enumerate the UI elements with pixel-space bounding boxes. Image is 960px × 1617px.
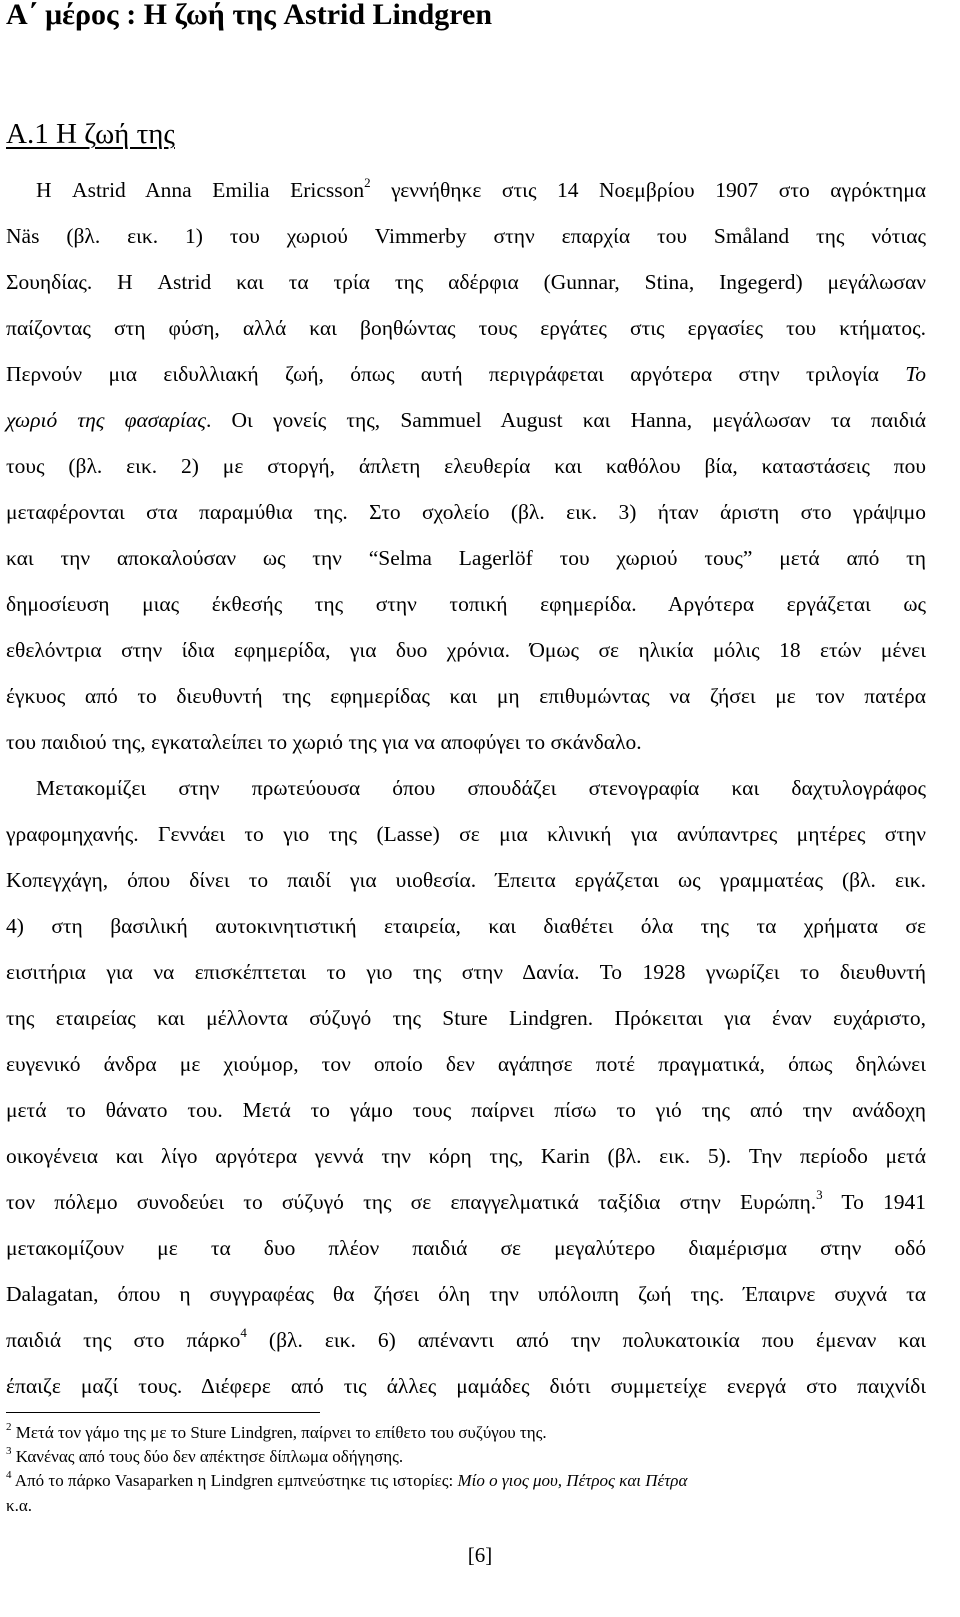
footnote-separator	[6, 1412, 320, 1413]
body-line: Dalagatan, όπου η συγγραφέας θα ζήσει όλη την υπόλοιπη ζωή της. Έπαιρνε συχνά τα	[6, 1282, 926, 1306]
footnote-2: $^2$ Μετά τον γάμο της με το Sture Lindgren, παίρνει το επίθετο του συζύγου της.	[6, 1421, 547, 1442]
body-line: γραφομηχανής. Γεννάει το γιο της (Lasse) σε μια κλινική για ανύπαντρες μητέρες στην	[6, 822, 926, 846]
body-line: οικογένεια και λίγο αργότερα γεννά την κόρη της, Karin (βλ. εικ. 5). Την περίοδο μετά	[6, 1144, 926, 1168]
footnote-ref: 2	[364, 175, 371, 190]
body-line: παίζοντας στη φύση, αλλά και βοηθώντας τους εργάτες στις εργασίες του κτήματος.	[6, 316, 926, 340]
body-line: Näs (βλ. εικ. 1) του χωριού Vimmerby στην επαρχία του Småland της νότιας	[6, 224, 926, 248]
body-line: δημοσίευση μιας έκθεσής της στην τοπική εφημερίδα. Αργότερα εργάζεται ως	[6, 592, 926, 616]
body-line: τον πόλεμο συνοδεύει το σύζυγό της σε επαγγελματικά ταξίδια στην Ευρώπη.$^3$ Το 1941	[6, 1187, 926, 1214]
footnote-ref: 4	[240, 1325, 247, 1340]
section-title: Α.1 Η ζωή της	[6, 118, 175, 150]
body-line: τους (βλ. εικ. 2) με στοργή, άπλετη ελευθερία και καθόλου βία, καταστάσεις που	[6, 454, 926, 478]
chapter-title: Α΄ μέρος : Η ζωή της Astrid Lindgren	[6, 0, 493, 31]
body-line: παιδιά της στο πάρκο$^4$ (βλ. εικ. 6) απέναντι από την πολυκατοικία που έμεναν και	[6, 1325, 926, 1352]
body-line: Κοπεγχάγη, όπου δίνει το παιδί για υιοθεσία. Έπειτα εργάζεται ως γραμματέας (βλ. εικ.	[6, 868, 926, 892]
footnote-3: $^3$ Κανένας από τους δύο δεν απέκτησε δίπλωμα οδήγησης.	[6, 1445, 404, 1466]
body-line: εισιτήρια για να επισκέπτεται το γιο της στην Δανία. Το 1928 γνωρίζει το διευθυντή	[6, 960, 926, 984]
body-line: Η Astrid Anna Emilia Ericsson$^2$ γεννήθηκε στις 14 Νοεμβρίου 1907 στο αγρόκτημα	[36, 175, 926, 202]
page-number: [6]	[467, 1543, 493, 1567]
footnote-4-continuation: κ.α.	[6, 1496, 32, 1515]
body-line: ευγενικό άνδρα με χιούμορ, τον οποίο δεν αγάπησε ποτέ πραγματικά, όπως δηλώνει	[6, 1052, 926, 1076]
body-line: μεταφέρονται στα παραμύθια της. Στο σχολείο (βλ. εικ. 3) ήταν άριστη στο γράψιμο	[6, 500, 926, 524]
body-line: έγκυος από το διευθυντή της εφημερίδας και μη επιθυμώντας να ζήσει με τον πατέρα	[6, 684, 926, 708]
body-line: έπαιζε μαζί τους. Διέφερε από τις άλλες μαμάδες διότι συμμετείχε ενεργά στο παιχνίδι	[6, 1374, 926, 1398]
body-line: 4) στη βασιλική αυτοκινητιστική εταιρεία, και διαθέτει όλα της τα χρήματα σε	[6, 914, 926, 938]
body-line: και την αποκαλούσαν ως την “Selma Lagerlöf του χωριού τους” μετά από τη	[6, 546, 926, 570]
footnote-4: $^4$ Από το πάρκο Vasaparken η Lindgren εμπνεύστηκε τις ιστορίες: Μίο ο γιος μου, Πέτρος και Πέτρα	[6, 1469, 688, 1490]
body-line: Περνούν μια ειδυλλιακή ζωή, όπως αυτή περιγράφεται αργότερα στην τριλογία Το	[6, 362, 926, 386]
footnote-ref: 3	[816, 1187, 823, 1202]
body-line: της εταιρείας και μέλλοντα σύζυγό της Sture Lindgren. Πρόκειται για έναν ευχάριστο,	[6, 1006, 926, 1030]
body-line: Σουηδίας. Η Astrid και τα τρία της αδέρφια (Gunnar, Stina, Ingegerd) μεγάλωσαν	[6, 270, 926, 294]
body-line: χωριό της φασαρίας. Οι γονείς της, Sammuel August και Hanna, μεγάλωσαν τα παιδιά	[6, 408, 926, 432]
body-line: Μετακομίζει στην πρωτεύουσα όπου σπουδάζει στενογραφία και δαχτυλογράφος	[36, 776, 926, 800]
body-line: μετακομίζουν με τα δυο πλέον παιδιά σε μεγαλύτερο διαμέρισμα στην οδό	[6, 1236, 926, 1260]
body-line: μετά το θάνατο του. Μετά το γάμο τους παίρνει πίσω το γιό της από την ανάδοχη	[6, 1098, 926, 1122]
body-line: του παιδιού της, εγκαταλείπει το χωριό της για να αποφύγει το σκάνδαλο.	[6, 730, 642, 754]
body-line: εθελόντρια στην ίδια εφημερίδα, για δυο χρόνια. Όμως σε ηλικία μόλις 18 ετών μένει	[6, 638, 926, 662]
